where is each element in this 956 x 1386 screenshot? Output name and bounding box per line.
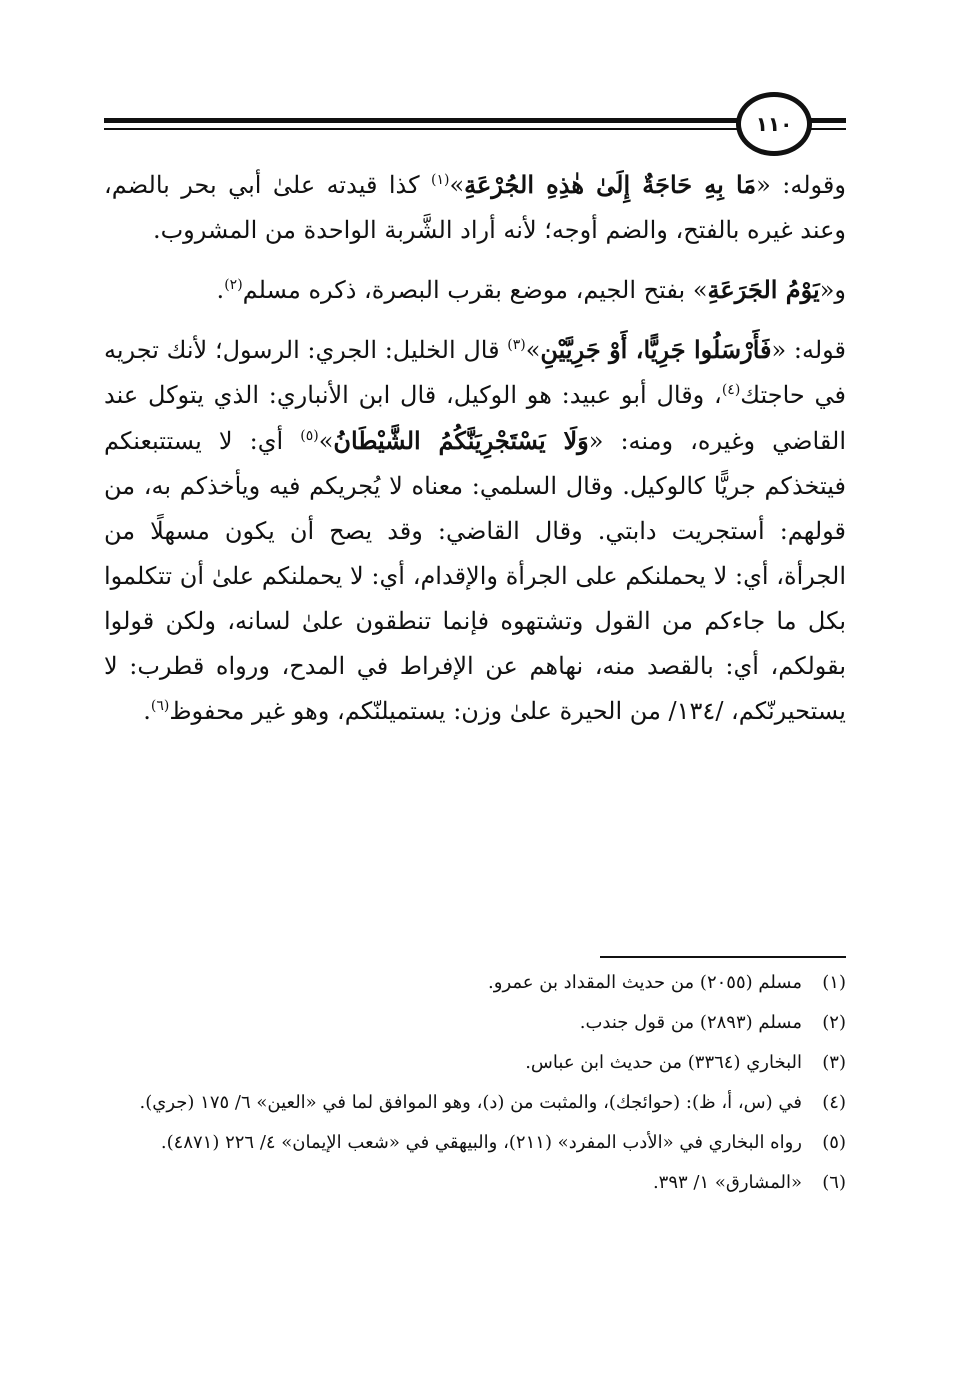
p2-end: .	[216, 276, 225, 304]
p3-text1: قال الخليل: الجري: الرسول؛ لأنك تجريه في حاجتك	[104, 336, 846, 409]
page-number-badge	[736, 92, 812, 156]
p2-lead: و«	[819, 276, 846, 304]
footnote-number: (٥)	[822, 1132, 846, 1153]
footnote-text: رواه البخاري في «الأدب المفرد» (٢١١)، والبيهقي في «شعب الإيمان» ٤/ ٢٢٦ (٤٨٧١).	[160, 1132, 802, 1153]
footnote-number: (٢)	[822, 1012, 846, 1033]
p2-rest: » بفتح الجيم، موضع بقرب البصرة، ذكره مسلم	[242, 276, 708, 304]
footnote-6	[104, 1166, 846, 1200]
p3-text3: أي: لا يستتبعنكم فيتخذكم جريًّا كالوكيل. وقال السلمي: معناه لا يُجريكم فيه ويأخذكم به، من قولهم: أستجريت دابتي. وقال القاضي: وقد يصح أن يكون مسهلًا من الجرأة، أي: لا يحملنكم على الجرأة والإقدام، أي: لا يحملنكم علىٰ أن تتكلموا بكل ما جاءكم من القول وتشتهوه فإنما تنطقون علىٰ لسانه، ولكن قولوا بقولكم، أي: بالقصد منه، نهاهم عن الإفراط في المدح، ورواه قطرب: لا يستحيرنّكم، /١٣٤/ من الحيرة علىٰ وزن: يستميلنّكم، وهو غير محفوظ	[104, 427, 846, 725]
p1-rest: كذا قيدته علىٰ أبي بحر بالضم، وعند غيره بالفتح، والضم أوجه؛ لأنه أراد الشَّربة الواحدة من المشروب.	[104, 171, 846, 244]
footnote-text: «المشارق» ١/ ٣٩٣.	[652, 1172, 802, 1193]
footnote-number: (١)	[822, 972, 846, 993]
footnote-text: في (س، أ، ظ): (حوائجك)، والمثبت من (د)، وهو الموافق لما في «العين» ٦/ ١٧٥ (جري).	[139, 1092, 802, 1113]
footnote-number: (٤)	[822, 1092, 846, 1113]
p3-text2: ، وقال أبو عبيد: هو الوكيل، قال ابن الأنباري: الذي يتوكل عند القاضي وغيره، ومنه: «	[104, 381, 846, 455]
p3-close2: »	[318, 427, 334, 455]
p3-lead: قوله: «	[771, 336, 846, 364]
p3-quote: فَأَرْسَلُوا جَرِيًّا، أَوْ جَرِيَّيْنِ	[540, 335, 772, 364]
footnote-text: مسلم (٢٨٩٣) من قول جندب.	[579, 1012, 802, 1033]
paragraph-1	[104, 162, 846, 253]
p2-quote: يَوْمُ الجَرَعَةِ	[707, 275, 820, 304]
footnote-ref-2: (٢)	[224, 277, 243, 293]
footnote-1	[104, 966, 846, 1000]
footnote-text: مسلم (٢٠٥٥) من حديث المقداد بن عمرو.	[488, 972, 802, 993]
p3-close: »	[525, 336, 541, 364]
footnote-4	[104, 1086, 846, 1120]
p1-lead: وقوله: «	[756, 171, 846, 199]
header-rule-thin	[104, 128, 846, 130]
footnote-2	[104, 1006, 846, 1040]
footnote-ref-6: (٦)	[150, 698, 170, 714]
footnote-ref-4: (٤)	[721, 382, 741, 398]
footnote-text: البخاري (٣٣٦٤) من حديث ابن عباس.	[525, 1052, 802, 1073]
footnote-ref-5: (٥)	[300, 428, 319, 444]
p1-quote: مَا بِهِ حَاجَةٌ إِلَىٰ هٰذِهِ الجُرْعَةِ	[464, 170, 757, 199]
footnote-number: (٣)	[822, 1052, 846, 1073]
p3-end: .	[143, 697, 151, 725]
main-text	[104, 162, 846, 734]
paragraph-3	[104, 327, 846, 734]
footnote-ref-1: (١)	[430, 172, 450, 188]
footnote-ref-3: (٣)	[507, 337, 526, 353]
footnote-separator	[600, 956, 846, 958]
paragraph-2	[104, 267, 846, 313]
header-rule	[104, 118, 846, 123]
footnotes	[104, 966, 846, 1206]
p1-close: »	[449, 171, 465, 199]
p3-quote2: وَلَا يَسْتَجْرِيَنَّكُمُ الشَّيْطَانُ	[333, 426, 589, 455]
footnote-3	[104, 1046, 846, 1080]
page-number: ١١٠	[755, 112, 793, 136]
footnote-number: (٦)	[822, 1172, 846, 1193]
footnote-5	[104, 1126, 846, 1160]
